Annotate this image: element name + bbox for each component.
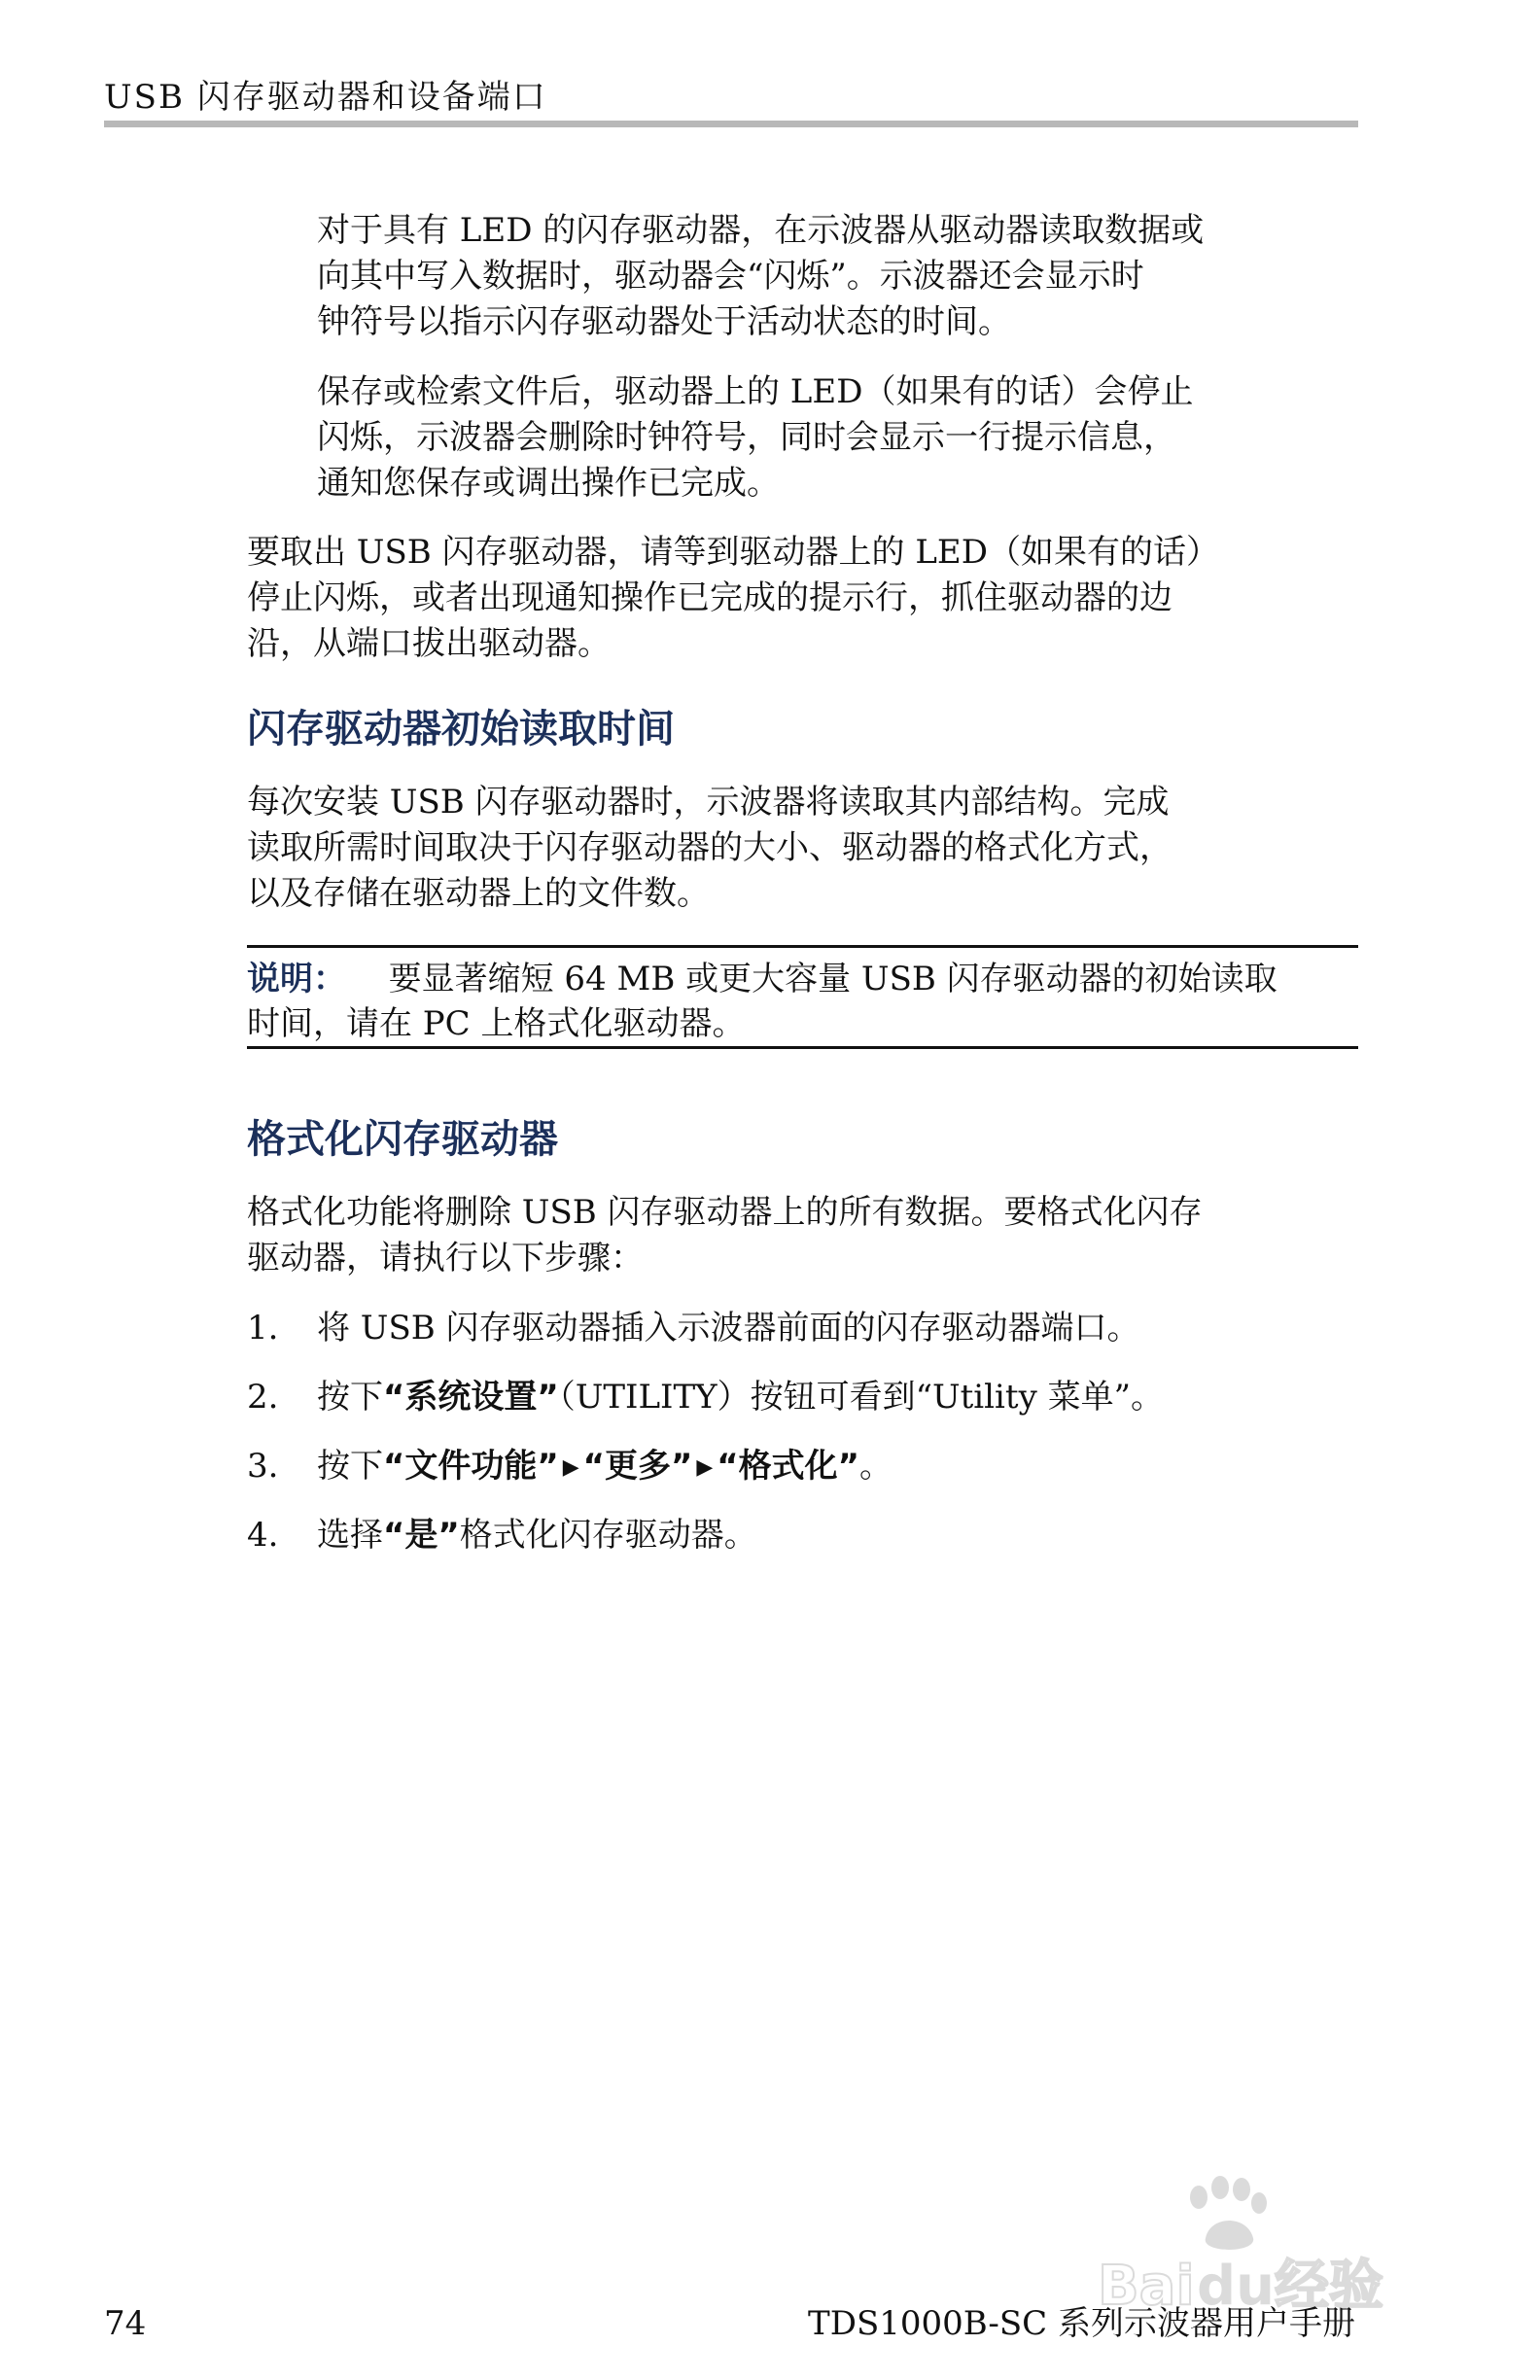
note-box [247, 957, 1278, 1046]
read-time-paragraph [247, 780, 1172, 917]
watermark-brand-cn: 经验 [1275, 2255, 1383, 2318]
text-line: 对于具有 LED 的闪存驱动器，在示波器从驱动器读取数据或 [317, 211, 1205, 250]
step-text: 格式化闪存驱动器。 [459, 1516, 757, 1555]
header-rule [104, 121, 1358, 127]
step-number: 2. [247, 1378, 279, 1417]
step-text: 按下 [317, 1447, 383, 1486]
page-number: 74 [104, 2304, 147, 2343]
text-line: 沿，从端口拔出驱动器。 [247, 624, 611, 663]
led-paragraph [317, 208, 1204, 345]
watermark-brand: Bai [1098, 2255, 1195, 2318]
text-line: 要取出 USB 闪存驱动器，请等到驱动器上的 LED（如果有的话） [247, 533, 1220, 572]
triangle-right-icon: ▶ [562, 1455, 579, 1480]
running-header: USB 闪存驱动器和设备端口 [104, 78, 547, 117]
paw-icon [1190, 2176, 1267, 2250]
step-1 [247, 1306, 1140, 1350]
text-line: 向其中写入数据时，驱动器会“闪烁”。示波器还会显示时 [317, 257, 1144, 296]
text-line: 驱动器，请执行以下步骤： [247, 1239, 644, 1278]
menu-term: “系统设置” [383, 1378, 559, 1417]
step-number: 3. [247, 1447, 279, 1486]
menu-term: “文件功能” [383, 1447, 559, 1486]
step-text: 按下 [317, 1378, 383, 1417]
text-line: 保存或检索文件后，驱动器上的 LED（如果有的话）会停止 [317, 372, 1194, 411]
step-text: （UTILITY）按钮可看到“Utility 菜单”。 [558, 1378, 1164, 1417]
step-2 [247, 1375, 1164, 1419]
note-label: 说明： [247, 960, 346, 998]
note-text: 要显著缩短 64 MB 或更大容量 USB 闪存驱动器的初始读取 [388, 960, 1278, 998]
format-paragraph [247, 1190, 1203, 1281]
watermark-brand: du [1197, 2255, 1275, 2318]
menu-term: “是” [383, 1516, 460, 1555]
note-top-rule [247, 945, 1358, 948]
menu-term: “格式化” [717, 1447, 859, 1486]
step-text: 选择 [317, 1516, 383, 1555]
text-line: 格式化功能将删除 USB 闪存驱动器上的所有数据。要格式化闪存 [247, 1193, 1203, 1232]
triangle-right-icon: ▶ [696, 1455, 714, 1480]
text-line: 每次安装 USB 闪存驱动器时，示波器将读取其内部结构。完成 [247, 783, 1170, 822]
menu-term: “更多” [582, 1447, 693, 1486]
text-line: 以及存储在驱动器上的文件数。 [247, 874, 710, 913]
step-text: 。 [858, 1447, 892, 1486]
text-line: 闪烁，示波器会删除时钟符号，同时会显示一行提示信息， [317, 418, 1176, 457]
remove-paragraph [247, 530, 1219, 667]
text-line: 停止闪烁，或者出现通知操作已完成的提示行，抓住驱动器的边 [247, 578, 1172, 617]
text-line: 通知您保存或调出操作已完成。 [317, 464, 780, 503]
step-3 [247, 1444, 892, 1490]
step-number: 4. [247, 1516, 279, 1555]
text-line: 钟符号以指示闪存驱动器处于活动状态的时间。 [317, 302, 1011, 341]
text-line: 读取所需时间取决于闪存驱动器的大小、驱动器的格式化方式， [247, 828, 1172, 867]
manual-title: TDS1000B-SC 系列示波器用户手册 [808, 2304, 1355, 2343]
note-bottom-rule [247, 1046, 1358, 1049]
step-text: 将 USB 闪存驱动器插入示波器前面的闪存驱动器端口。 [317, 1309, 1140, 1348]
section-heading-format: 格式化闪存驱动器 [247, 1117, 558, 1162]
save-paragraph [317, 369, 1193, 507]
step-number: 1. [247, 1309, 279, 1348]
note-text: 时间，请在 PC 上格式化驱动器。 [247, 1004, 746, 1043]
step-4 [247, 1513, 757, 1558]
section-heading-read-time: 闪存驱动器初始读取时间 [247, 707, 675, 752]
